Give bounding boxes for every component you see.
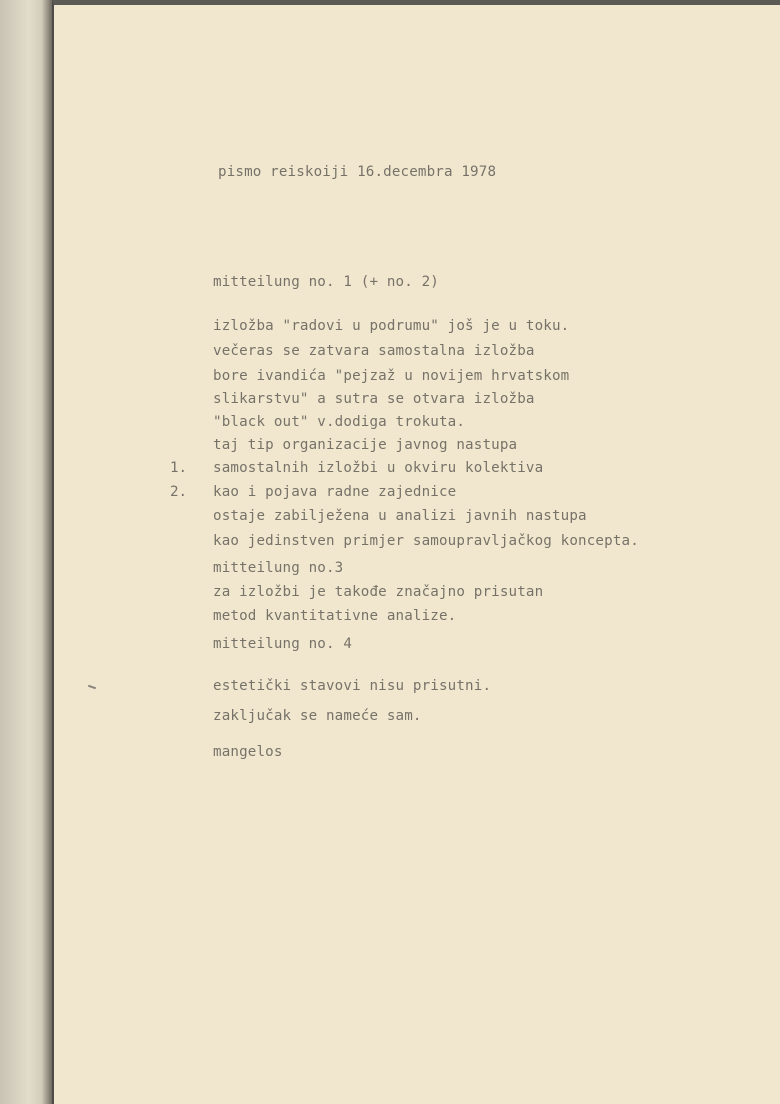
text-line: izložba "radovi u podrumu" još je u toku. <box>213 318 570 334</box>
conclusion-line: zaključak se nameće sam. <box>213 708 422 724</box>
list-number: 1. <box>170 460 188 476</box>
text-line: metod kvantitativne analize. <box>213 608 457 624</box>
text-line: bore ivandića "pejzaž u novijem hrvatskom <box>213 368 570 384</box>
letter-header: pismo reiskoiji 16.decembra 1978 <box>218 164 497 180</box>
list-item-text: samostalnih izložbi u okviru kolektiva <box>213 460 544 476</box>
text-line: slikarstvu" a sutra se otvara izložba <box>213 391 535 407</box>
text-line: taj tip organizacije javnog nastupa <box>213 437 518 453</box>
text-line: estetički stavovi nisu prisutni. <box>213 678 492 694</box>
text-line: kao jedinstven primjer samoupravljačkog koncepta. <box>213 533 639 549</box>
section-title-3: mitteilung no.3 <box>213 560 344 576</box>
text-line: večeras se zatvara samostalna izložba <box>213 343 535 359</box>
text-line: "black out" v.dodiga trokuta. <box>213 414 466 430</box>
section-title-1: mitteilung no. 1 (+ no. 2) <box>213 274 439 290</box>
text-line: ostaje zabilježena u analizi javnih nastupa <box>213 508 587 524</box>
list-number: 2. <box>170 484 188 500</box>
section-title-4: mitteilung no. 4 <box>213 636 353 652</box>
text-line: za izložbi je takođe značajno prisutan <box>213 584 544 600</box>
book-binding <box>0 0 52 1104</box>
signature: mangelos <box>213 744 283 760</box>
list-item-text: kao i pojava radne zajednice <box>213 484 457 500</box>
